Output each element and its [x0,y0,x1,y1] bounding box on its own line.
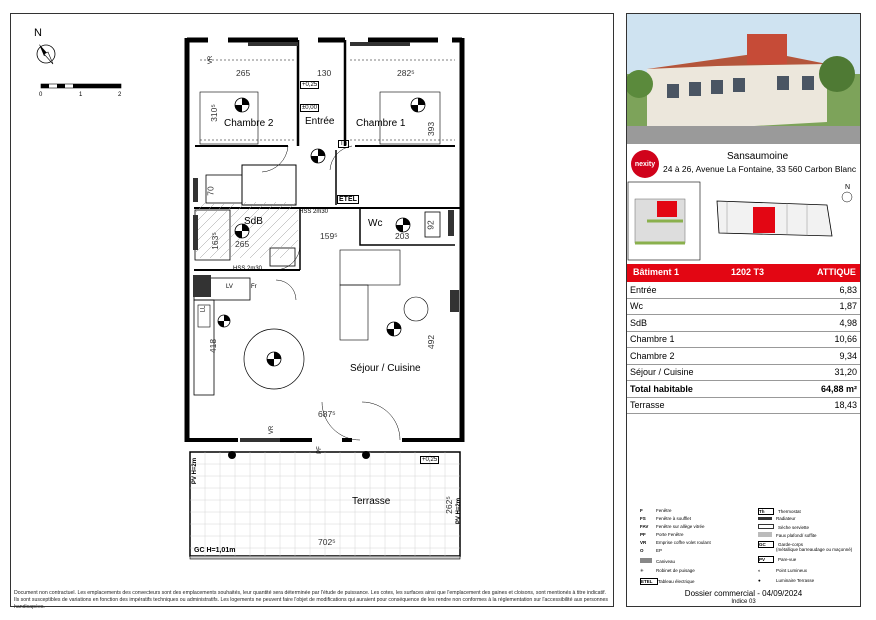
legend-text: Thermostat [778,509,801,514]
total-label: Total habitable [627,381,772,398]
room-cell: Entrée [627,282,772,298]
room-label-terrasse: Terrasse [352,496,391,507]
dishwasher-mark: LL [200,305,207,313]
building-render-image [627,14,860,144]
total-row [627,381,860,398]
legend-code: GC [758,541,774,548]
legend-text: Fenêtre [656,508,672,513]
room-label-entree: Entrée [305,116,335,127]
terrace-row [627,397,860,414]
situation-plan [627,181,860,263]
table-row [627,348,860,365]
compass-letter: N [34,27,42,39]
legend-code: F [640,508,643,513]
level-mark-3: +0,25 [422,457,438,463]
thermostat-mark: Th [340,141,348,147]
building-label: Bâtiment 1 [633,267,680,277]
legend-text: Porte Fenêtre [656,532,684,537]
program-name: Sansaumoine [727,151,789,162]
area-table [627,282,860,414]
dimension-418: 418 [208,338,219,354]
terrace-value: 18,43 [772,397,860,414]
dimension-702: 702⁵ [318,537,336,547]
terrace-light-icon: ● [758,578,761,583]
legend-text: Robinet de puisage [656,568,695,573]
table-row [627,364,860,381]
area-cell: 9,34 [772,348,860,365]
dimension-70: 70 [205,186,216,196]
dimension-393: 393 [426,121,437,137]
legend-text: Luminaire Terrasse [776,578,815,583]
dimension-492: 492 [426,334,437,350]
room-cell: Chambre 2 [627,348,772,365]
vr-mark-chambre2: VR [208,55,215,65]
table-row [627,315,860,332]
scale-tick-1: 1 [79,92,83,98]
legend-code: VR [640,540,647,545]
room-label-chambre1: Chambre 1 [356,118,406,129]
fridge-mark: Fr [251,284,257,290]
dimension-687: 687⁵ [318,409,336,419]
legend-text: Caniveau [656,559,676,564]
disclaimer-note: Document non contractuel. Les emplacements des convecteurs sont des emplacements souhaités, leur quantité sera déterminée par l'étude de puissance. Les cotes, les surfaces ainsi que l'emplacement des gaines et cloisons, sont mentionés à titre indicatif. Ils sont susceptibles de variations en fonction des impératifs techniques ou administratifs. Les logements ne peuvent faire l'objet de modifications qui auraient pour conséquence de les rendre non conformes à la réglementation sur l'accessibilité aux personnes handicapées. [14,590,608,610]
room-label-chambre2: Chambre 2 [224,118,274,129]
gutter-swatch [640,558,652,563]
hss-mark-kitchen: HSS 2m30 [233,266,263,272]
legend-text: Faux plafond/ soffite [776,533,817,538]
legend-code: ETEL [640,578,658,585]
level-mark-1: +0,25 [302,82,318,88]
area-cell: 6,83 [772,282,860,298]
room-cell: Wc [627,298,772,315]
table-row [627,331,860,348]
towel-dryer-swatch [758,524,774,529]
radiator-swatch [758,517,772,520]
indice-label: Indice 03 [731,599,756,605]
room-cell: Chambre 1 [627,331,772,348]
legend-code: PF [640,532,646,537]
dimension-163: 163⁵ [209,232,220,250]
pare-vue-right: PV H=2m [456,497,463,525]
dossier-label: Dossier commercial - 04/09/2024 [684,589,803,598]
garde-corps-mark: GC H=1,01m [194,547,236,554]
etel-box: ETEL [339,196,357,203]
lot-label: 1202 T3 [731,267,765,277]
dimension-310: 310⁵ [208,104,219,122]
lot-header-bar [627,264,860,282]
program-header [627,148,860,180]
scale-tick-0: 0 [39,92,43,98]
false-ceiling-swatch [758,532,772,537]
total-value: 64,88 m² [772,381,860,398]
area-cell: 4,98 [772,315,860,332]
area-cell: 10,66 [772,331,860,348]
legend-text: Radiateur [776,516,796,521]
dimension-130: 130 [317,68,332,78]
dimension-282: 282⁵ [397,68,415,78]
legend-text: Fenêtre sur allège vitrée [656,524,705,529]
dimension-265-chambre2: 265 [236,68,251,78]
legend-text: EP [656,548,663,553]
level-label: ATTIQUE [817,267,856,277]
area-cell: 31,20 [772,364,860,381]
dimension-262: 262⁵ [443,496,454,514]
legend-text: Tableau électrique [658,579,695,584]
table-row [627,298,860,315]
legend-code: FS [640,516,646,521]
faucet-icon: ✳ [640,568,644,573]
legend-text: Point Lumineux [776,568,808,573]
dimension-203: 203 [395,231,410,241]
legend-code: PV [758,556,774,563]
pf-mark: PF [316,446,323,454]
legend-text: Pare-vue [778,557,797,562]
light-point-icon: ◐ [758,568,761,573]
dimension-159: 159⁵ [320,231,338,241]
room-label-sdb: SdB [244,216,263,227]
legend-text: (métallique barreaudage ou maçonné) [776,547,853,552]
svg-text:N: N [845,184,851,191]
level-mark-2: ±0,00 [302,105,317,111]
table-row [627,282,860,298]
legend-text: Sèche serviette [778,525,810,530]
legend-code: O [640,548,644,553]
dimension-92: 92 [425,220,436,230]
scale-tick-2: 2 [118,92,122,98]
nexity-logo: nexity [631,150,659,178]
room-cell: SdB [627,315,772,332]
area-cell: 1,87 [772,298,860,315]
pare-vue-left: PV H=2m [192,457,199,485]
room-cell: Séjour / Cuisine [627,364,772,381]
legend-code: FAV [640,524,649,529]
legend-code: Th [758,508,774,515]
hss-mark-sdb: HSS 2m30 [299,209,329,215]
room-label-wc: Wc [368,218,383,229]
program-address: 24 à 26, Avenue La Fontaine, 33 560 Carbon Blanc [663,164,857,174]
washing-machine-mark: LV [226,284,233,290]
terrace-label: Terrasse [627,397,772,414]
dimension-265-sdb: 265 [235,239,250,249]
legend-text: Emprise coffre volet roulant [656,540,711,545]
legend-text: Fenêtre à soufflet [656,516,691,521]
vr-mark-terrace: VR [269,425,276,435]
room-label-sejour: Séjour / Cuisine [350,363,421,374]
legend-text: Garde-corps [778,542,804,547]
